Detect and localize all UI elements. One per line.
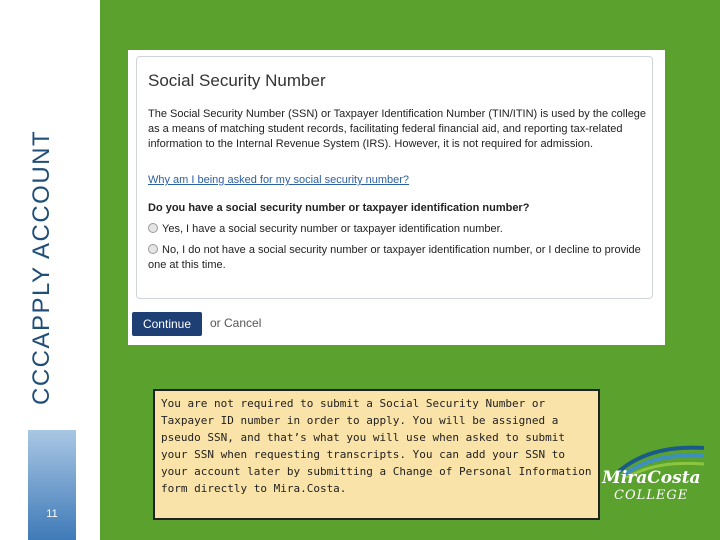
- why-ssn-link[interactable]: Why am I being asked for my social security number?: [148, 174, 410, 186]
- ssn-question: Do you have a social security number or taxpayer identification number?: [148, 202, 530, 214]
- logo-text-college: COLLEGE: [614, 488, 689, 503]
- radio-no[interactable]: [148, 244, 158, 254]
- option-yes-label: Yes, I have a social security number or taxpayer identification number.: [162, 223, 503, 235]
- cancel-link[interactable]: or Cancel: [210, 316, 262, 330]
- side-accent-bar: [28, 430, 76, 540]
- option-no[interactable]: [148, 243, 643, 273]
- ssn-description: The Social Security Number (SSN) or Taxpayer Identification Number (TIN/ITIN) is used by the college as a means of matching student records, facilitating federal financial aid, and reporting tax-related information to the Internal Revenue System (IRS). However, it is not required for admission.: [148, 108, 647, 150]
- continue-button[interactable]: Continue: [132, 312, 202, 336]
- form-screenshot: [128, 50, 665, 345]
- option-no-label: No, I do not have a social security number or taxpayer identification number, or I decline to provide one at this time.: [148, 244, 641, 271]
- card-title: Social Security Number: [148, 71, 326, 90]
- logo-text-miracosta: MiraCosta: [602, 468, 701, 488]
- ssn-card: [136, 56, 653, 299]
- miracosta-logo: [596, 440, 720, 510]
- page-number: 11: [46, 508, 58, 520]
- radio-yes[interactable]: [148, 223, 158, 233]
- slide-side-title: CCCAPPLY ACCOUNT: [28, 129, 55, 405]
- option-yes[interactable]: [148, 222, 503, 237]
- note-callout: You are not required to submit a Social Security Number or Taxpayer ID number in order to apply. You will be assigned a pseudo SSN, and that’s what you will use when asked to submit your SSN when requesting transcripts. You can add your SSN to your account later by submitting a Change of Personal Information form directly to Mira.Costa.: [153, 389, 600, 520]
